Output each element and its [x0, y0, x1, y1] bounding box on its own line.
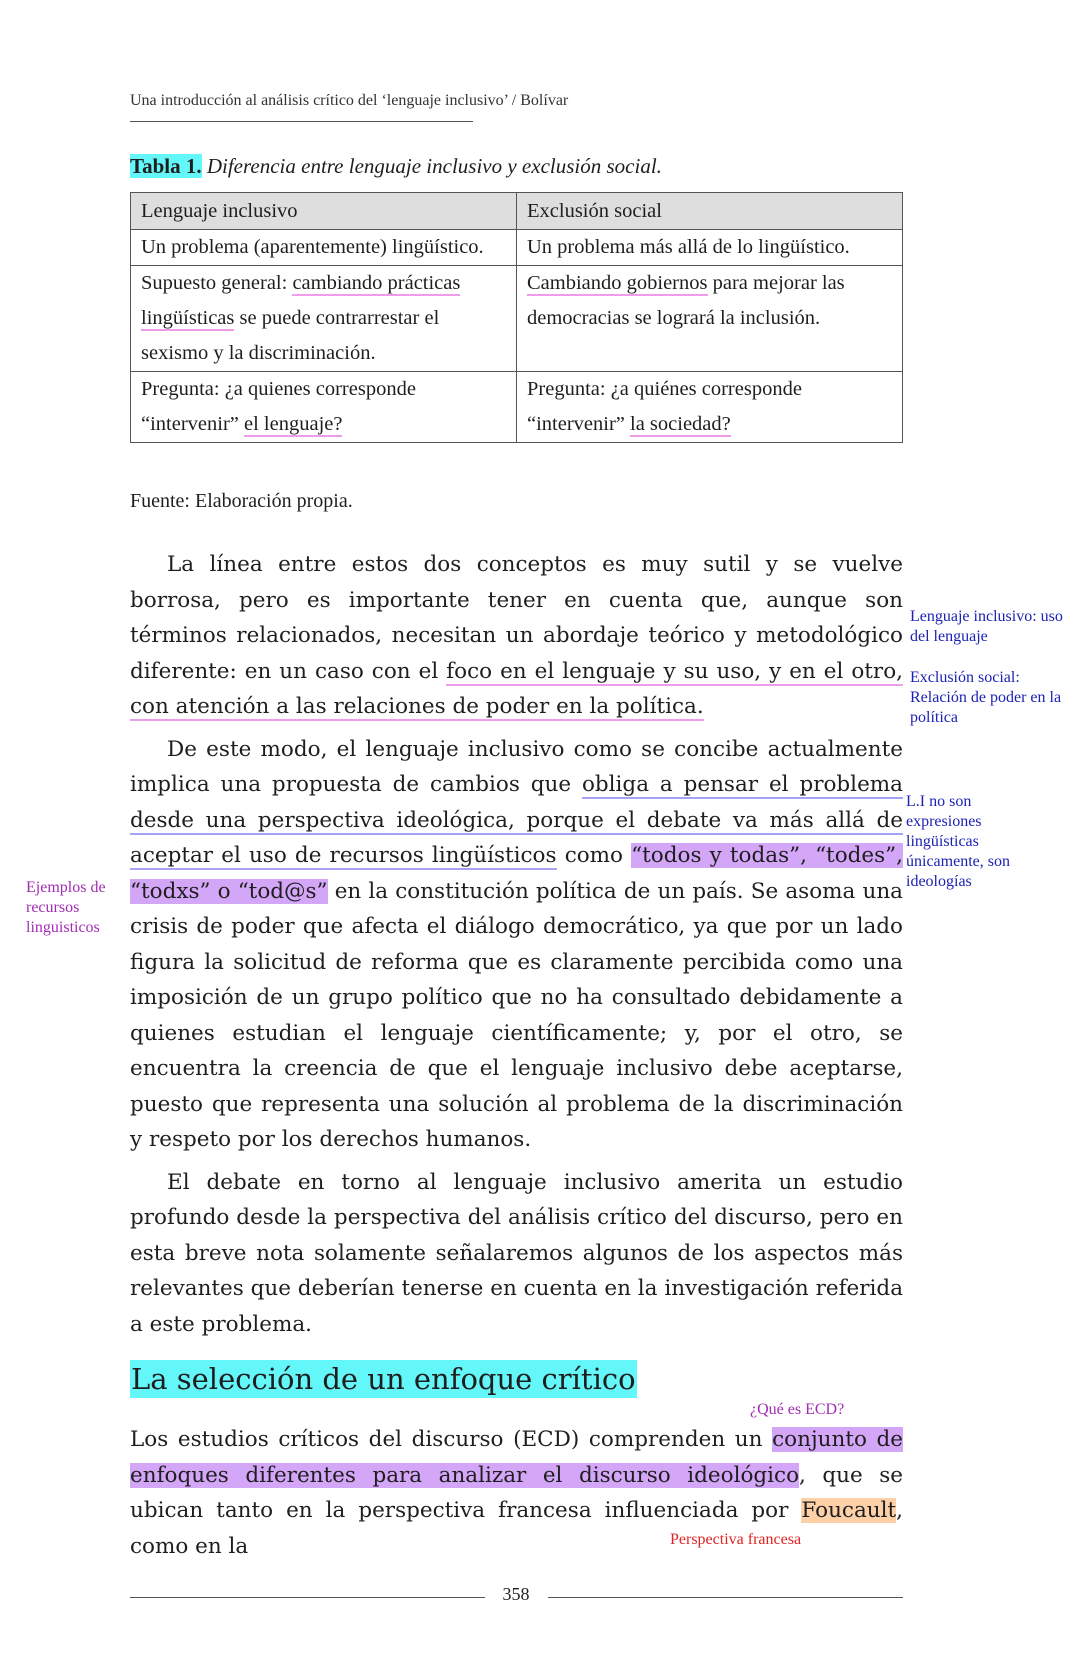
paragraph-text: , como en la [130, 1498, 903, 1559]
pink-underline: lingüísticas [141, 307, 235, 329]
header-rule [130, 121, 473, 122]
table-row [131, 230, 903, 266]
pink-underline: la sociedad? [630, 413, 731, 435]
cell-text: para mejorar las democracias se logrará la inclusión. [527, 272, 845, 329]
pink-underline: Cambiando gobiernos [527, 272, 708, 294]
margin-note: ¿Qué es ECD? [750, 1401, 845, 1418]
table-cell: Un problema más allá de lo lingüístico. [517, 230, 903, 266]
purple-underline: obliga a pensar el problema desde una perspectiva ideológica, porque el debate va más allá de aceptar el uso de recursos lingüísticos [130, 772, 903, 868]
table-cell [131, 266, 517, 372]
table-row [131, 372, 903, 443]
table-header-row [131, 193, 903, 230]
table-row [131, 266, 903, 372]
table-cell [517, 266, 903, 372]
cell-text: Pregunta: ¿a quienes corresponde “intervenir” [141, 378, 416, 435]
footer-rule [130, 1597, 485, 1598]
table-header-cell: Lenguaje inclusivo [131, 193, 517, 230]
paragraph-text: De este modo, el lenguaje inclusivo como se concibe actualmente implica una propuesta de cambios que [130, 736, 903, 797]
paragraph-text: Los estudios críticos del discurso (ECD) comprenden un [130, 1427, 773, 1452]
pink-underline: foco en el lenguaje y su uso, y en el otro, con atención a las relaciones de poder en la política. [130, 658, 903, 719]
margin-note: Exclusión social: Relación de poder en la política [910, 669, 1062, 726]
purple-highlight: conjunto de enfoques diferentes para analizar el discurso ideológico [130, 1427, 903, 1488]
paragraph [130, 732, 903, 1158]
cell-text: Supuesto general: [141, 272, 293, 294]
footer-rule [548, 1597, 903, 1598]
cell-text: se puede contrarrestar el sexismo y la discriminación. [141, 307, 440, 364]
running-header: Una introducción al análisis crítico del ‘lenguaje inclusivo’ / Bolívar [130, 92, 569, 109]
table-cell [131, 372, 517, 443]
pink-underline: cambiando prácticas [292, 272, 461, 294]
margin-note: L.I no son expresiones lingüísticas únicamente, son ideologías [906, 793, 1010, 890]
page-number: 358 [502, 1584, 530, 1604]
margin-note: Perspectiva francesa [670, 1531, 802, 1548]
table-caption [130, 154, 662, 179]
paragraph: El debate en torno al lenguaje inclusivo amerita un estudio profundo desde la perspectiva del análisis crítico del discurso, pero en esta breve nota solamente señalaremos algunos de los aspectos más relevantes que deberían tenerse en cuenta en la investigación referida a este problema. [130, 1169, 904, 1337]
body-text [130, 547, 903, 1349]
comparison-table [130, 192, 903, 443]
paragraph-text: en la constitución política de un país. Se asoma una crisis de poder que afecta el diálogo democrático, ya que por un lado figura la solicitud de reforma que es claramente percibida como una imposición de un grupo político que no ha consultado debidamente a quienes estudian el lenguaje científicamente; y, por el otro, se encuentra la creencia de que el lenguaje inclusivo debe aceptarse, puesto que representa una solución al problema de la discriminación y respeto por los derechos humanos. [130, 878, 903, 1152]
section-title: La selección de un enfoque crítico [131, 1362, 636, 1396]
paragraph-text: como [556, 843, 632, 868]
table-source: Fuente: Elaboración propia. [130, 490, 353, 512]
table-cell [517, 372, 903, 443]
purple-highlight: “todos y todas”, “todes”, “todxs” o “tod@s” [130, 843, 903, 904]
orange-highlight: Foucault [801, 1498, 897, 1523]
paragraph-text: La línea entre estos dos conceptos es muy sutil y se vuelve borrosa, pero es importante tener en cuenta que, aunque son términos relacionados, necesitan un abordaje teórico y metodológico diferente: en un caso con el [130, 552, 903, 684]
paragraph-text: , que se ubican tanto en la perspectiva francesa influenciada por [130, 1462, 903, 1523]
table-title: Diferencia entre lenguaje inclusivo y exclusión social. [206, 154, 662, 178]
margin-note: Ejemplos de recursos linguisticos [26, 879, 106, 936]
cell-text: Pregunta: ¿a quiénes corresponde “intervenir” [527, 378, 802, 435]
table-cell: Un problema (aparentemente) lingüístico. [131, 230, 517, 266]
margin-note: Lenguaje inclusivo: uso del lenguaje [910, 608, 1063, 645]
table-header-cell: Exclusión social [517, 193, 903, 230]
pink-underline: el lenguaje? [244, 413, 343, 435]
paragraph [130, 547, 903, 725]
table-label: Tabla 1. [130, 154, 202, 178]
